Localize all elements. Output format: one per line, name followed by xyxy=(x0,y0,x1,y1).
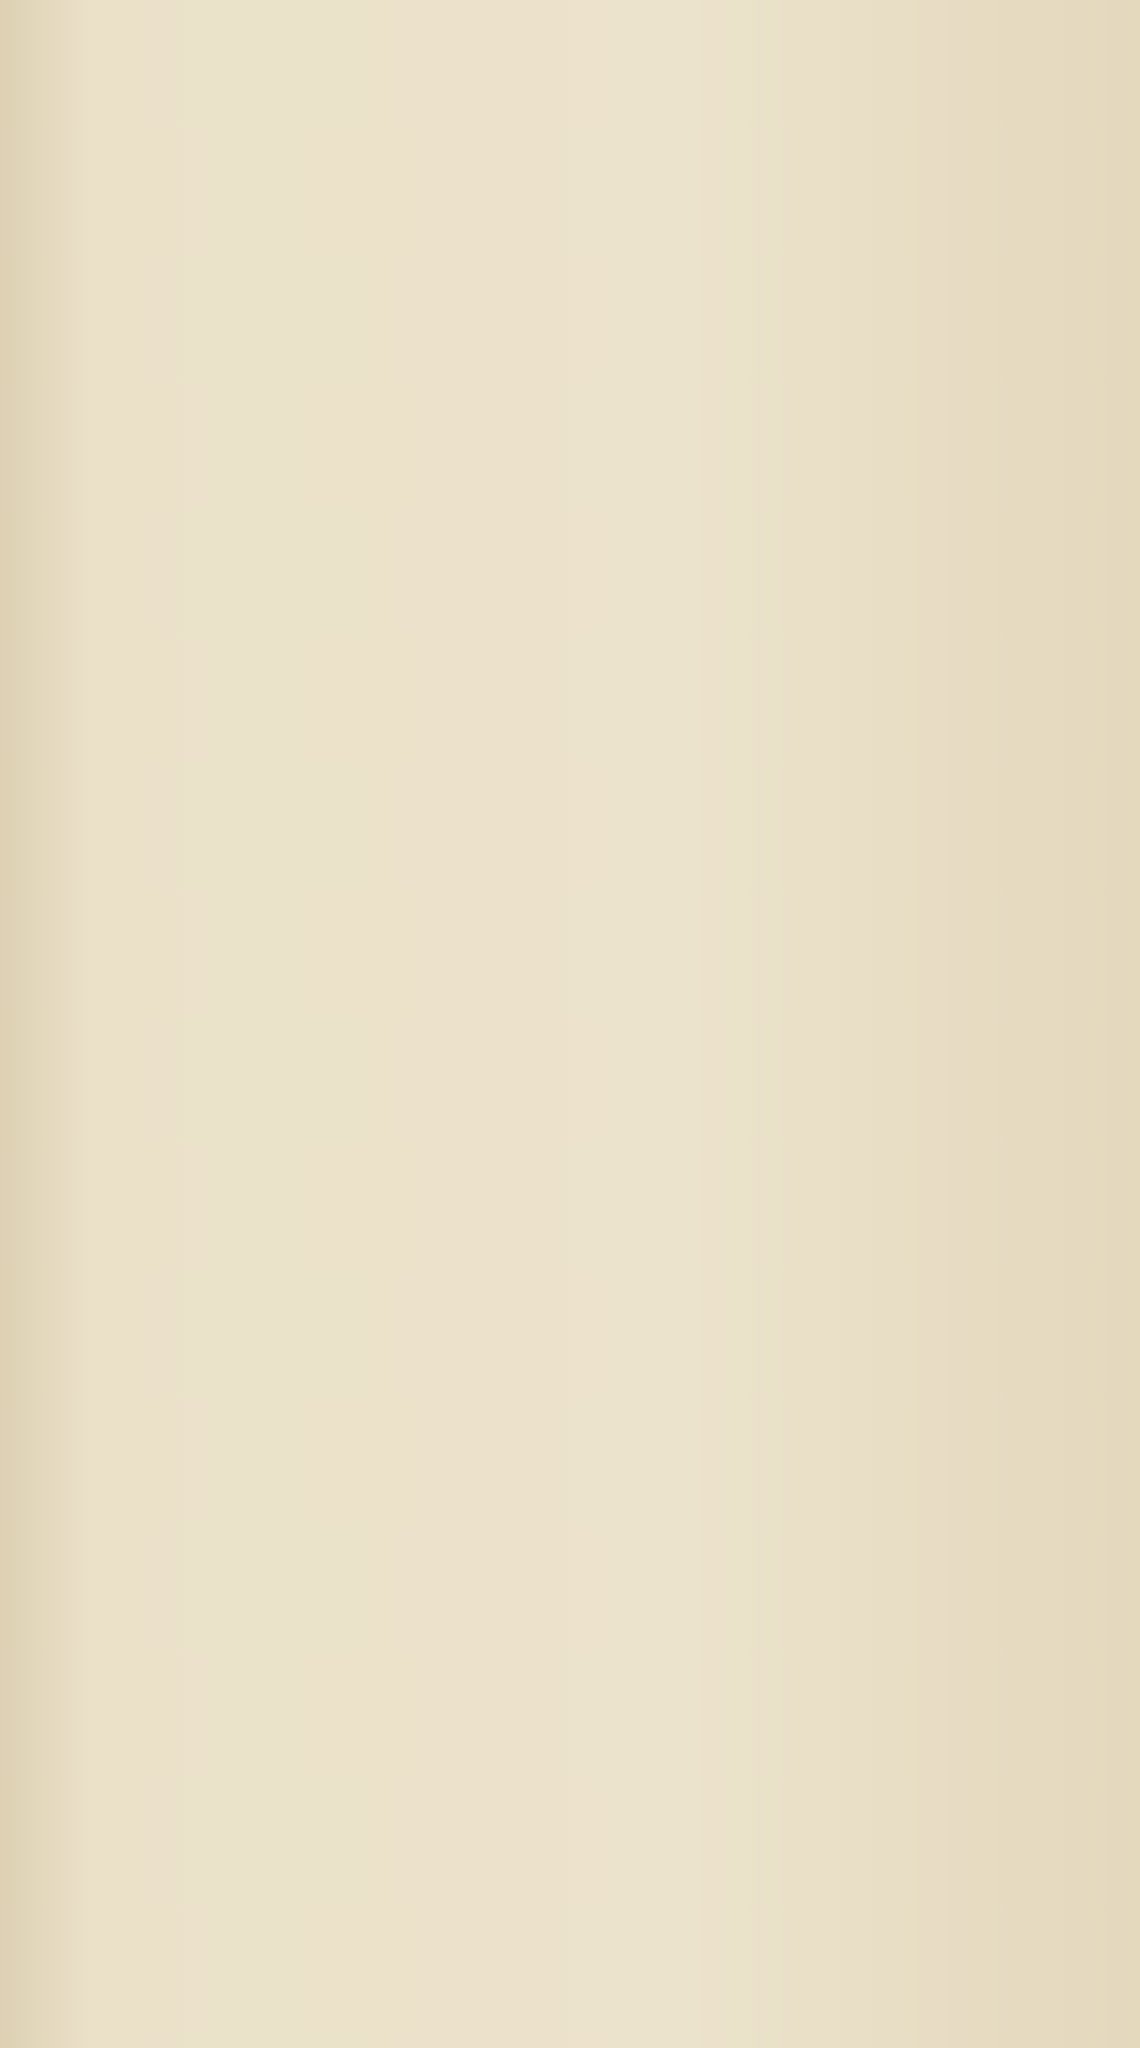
page-header xyxy=(18,0,1070,92)
